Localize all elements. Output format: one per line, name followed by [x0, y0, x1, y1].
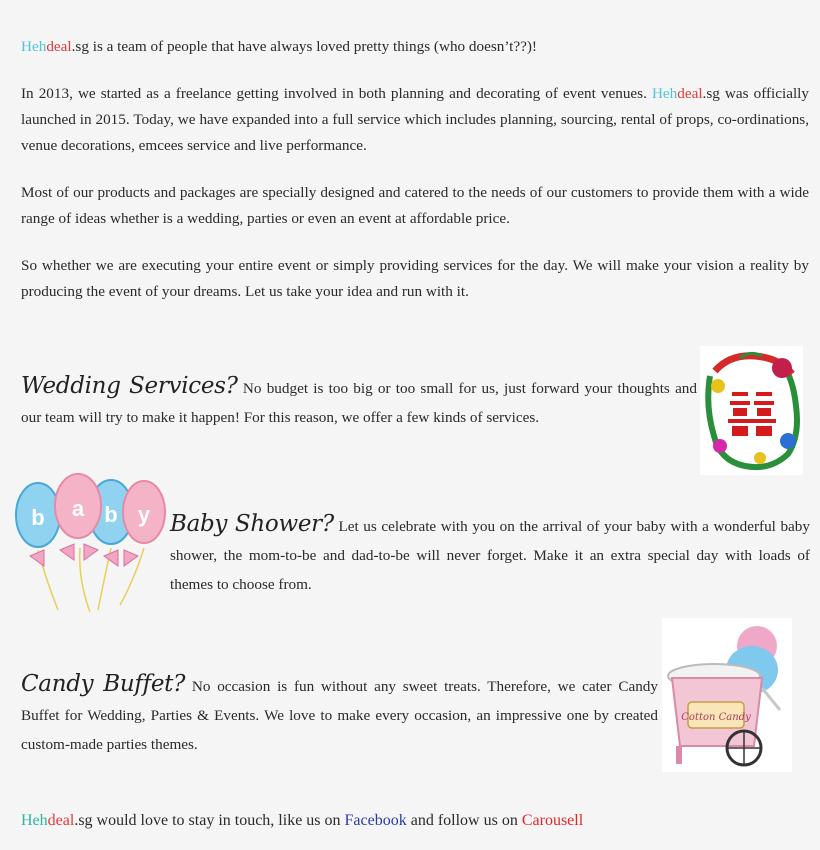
balloon-letter-2: a — [71, 496, 85, 521]
cotton-candy-label: Cotton Candy — [681, 712, 751, 723]
intro-paragraph-4: So whether we are executing your entire event or simply providing services for the day. We will make your vision a reality by producing the event of your dreams. Let us take your idea and run with it. — [21, 257, 809, 300]
balloon-letter-4: y — [137, 502, 151, 527]
brand-sg: .sg — [702, 85, 720, 102]
candy-buffet-title: Candy Buffet? — [21, 671, 186, 697]
baby-shower-paragraph — [170, 510, 810, 599]
baby-shower-title: Baby Shower? — [170, 511, 334, 537]
footer-text-mid: would love to stay in touch, like us on — [92, 812, 345, 829]
baby-shower-text: Let us celebrate with you on the arrival of your baby with a wonderful baby shower, the mom-to-be and dad-to-be will never forget. Make it an extra special day with loads of themes to choose from. — [170, 518, 810, 593]
brand-deal: deal — [46, 38, 72, 55]
intro-p2-after: was officially launched in 2015. Today, we have expanded into a full service which includes planning, sourcing, rental of props, co-ordinations, venue decorations, emcees service and live performance. — [21, 85, 809, 154]
candy-buffet-paragraph — [21, 670, 658, 759]
brand-deal: deal — [677, 85, 703, 102]
candy-buffet-text: No occasion is fun without any sweet treats. Therefore, we cater Candy Buffet for Wedding, Parties & Events. We love to make every occasion, an impressive one by created custom-made parties themes. — [21, 678, 658, 753]
wedding-services-text: No budget is too big or too small for us, just forward your thoughts and our team will try to make it happen! For this reason, we offer a few kinds of services. — [21, 380, 697, 426]
intro-p1-text: is a team of people that have always loved pretty things (who doesn’t??)! — [88, 38, 537, 55]
double-happiness-papercut-image — [700, 346, 803, 475]
facebook-link[interactable]: Facebook — [344, 812, 407, 829]
wedding-services-title: Wedding Services? — [21, 373, 238, 399]
intro-paragraph-1 — [21, 34, 809, 60]
brand-heh: Heh — [21, 812, 48, 829]
carousell-link[interactable]: Carousell — [521, 812, 584, 829]
balloon-letter-3: b — [104, 502, 118, 527]
intro-paragraph-2 — [21, 81, 809, 159]
brand-sg: .sg — [74, 812, 93, 829]
intro-p2-before: In 2013, we started as a freelance getting involved in both planning and decorating of event venues. — [21, 85, 652, 102]
cotton-candy-machine-image — [662, 618, 792, 772]
balloon-letter-1: b — [31, 505, 45, 530]
brand-heh: Heh — [651, 85, 678, 102]
brand-sg: .sg — [71, 38, 89, 55]
brand-deal: deal — [47, 812, 75, 829]
intro-paragraph-3: Most of our products and packages are specially designed and catered to the needs of our customers to provide them with a wide range of ideas whether is a wedding, parties or even an event at affordable price. — [21, 184, 809, 227]
footer-text-and: and follow us on — [406, 812, 522, 829]
baby-balloons-image — [8, 470, 170, 615]
brand-heh: Heh — [21, 38, 47, 55]
footer-paragraph — [21, 808, 809, 834]
wedding-services-paragraph — [21, 372, 697, 432]
